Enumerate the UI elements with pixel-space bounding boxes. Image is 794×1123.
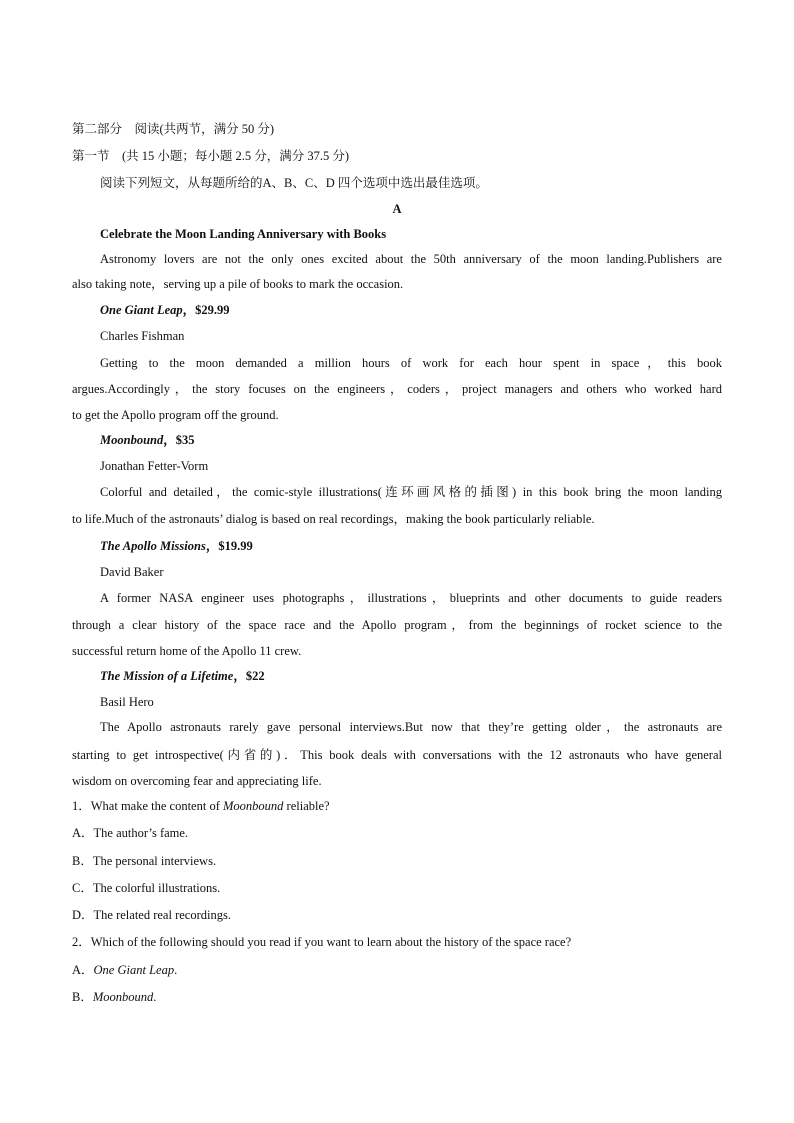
book-text-line: Getting to the moon demanded a million hours of work for each hour spent in space，this book — [100, 356, 722, 370]
book-price: ，$35 — [163, 433, 195, 447]
passage-letter: A — [392, 202, 402, 216]
book-text-line: wisdom on overcoming fear and appreciating life. — [72, 774, 322, 788]
book-text-line: successful return home of the Apollo 11 crew. — [72, 644, 302, 658]
answer-option[interactable]: A．One Giant Leap. — [72, 963, 178, 977]
book-author: Charles Fishman — [100, 329, 185, 343]
book-text-line: starting to get introspective(内省的)．This book deals with conversations with the 12 astronauts who have general — [72, 748, 722, 762]
question-stem: 2．Which of the following should you read if you want to learn about the history of the space race? — [72, 935, 572, 949]
book-heading — [100, 668, 265, 684]
book-text-line: argues.Accordingly，the story focuses on the engineers，coders，project managers and others who worked hard — [72, 382, 722, 396]
book-author: David Baker — [100, 565, 164, 579]
instruction: 阅读下列短文，从每题所给的A、B、C、D 四个选项中选出最佳选项。 — [100, 176, 488, 190]
book-heading — [100, 538, 253, 554]
book-text-line: A former NASA engineer uses photographs，illustrations，blueprints and other documents to guide readers — [100, 591, 722, 605]
book-author: Basil Hero — [100, 695, 154, 709]
book-price: ，$29.99 — [182, 303, 230, 317]
book-text-line: The Apollo astronauts rarely gave personal interviews.But now that they’re getting older，the astronauts are — [100, 720, 722, 734]
book-price: ，$22 — [233, 669, 265, 683]
answer-option[interactable]: A．The author’s fame. — [72, 826, 189, 840]
answer-option[interactable]: B．The personal interviews. — [72, 854, 217, 868]
book-text-line: to life.Much of the astronauts’ dialog is based on real recordings，making the book particularly reliable. — [72, 512, 595, 526]
book-heading — [100, 302, 230, 318]
passage-title: Celebrate the Moon Landing Anniversary with Books — [100, 227, 387, 241]
intro-line: also taking note，serving up a pile of books to mark the occasion. — [72, 277, 404, 291]
answer-option[interactable]: D．The related real recordings. — [72, 908, 231, 922]
book-title: Moonbound — [100, 433, 164, 447]
book-title: One Giant Leap — [100, 303, 183, 317]
answer-option[interactable]: C．The colorful illustrations. — [72, 881, 221, 895]
book-heading — [100, 432, 195, 448]
book-text-line: Colorful and detailed，the comic-style illustrations(连环画风格的插图) in this book bring the moon landing — [100, 485, 722, 499]
book-author: Jonathan Fetter-Vorm — [100, 459, 209, 473]
book-title: The Mission of a Lifetime — [100, 669, 234, 683]
book-title: The Apollo Missions — [100, 539, 206, 553]
book-text-line: through a clear history of the space race and the Apollo program，from the beginnings of rocket science to the — [72, 618, 722, 632]
question-stem: 1．What make the content of Moonbound reliable? — [72, 799, 330, 813]
section-heading: 第一节 (共 15 小题；每小题 2.5 分，满分 37.5 分) — [72, 149, 350, 163]
intro-line: Astronomy lovers are not the only ones excited about the 50th anniversary of the moon landing.Publishers are — [100, 252, 722, 266]
answer-option[interactable]: B．Moonbound. — [72, 990, 157, 1004]
part-heading: 第二部分 阅读(共两节，满分 50 分) — [72, 122, 275, 136]
book-text-line: to get the Apollo program off the ground. — [72, 408, 279, 422]
book-price: ，$19.99 — [205, 539, 253, 553]
